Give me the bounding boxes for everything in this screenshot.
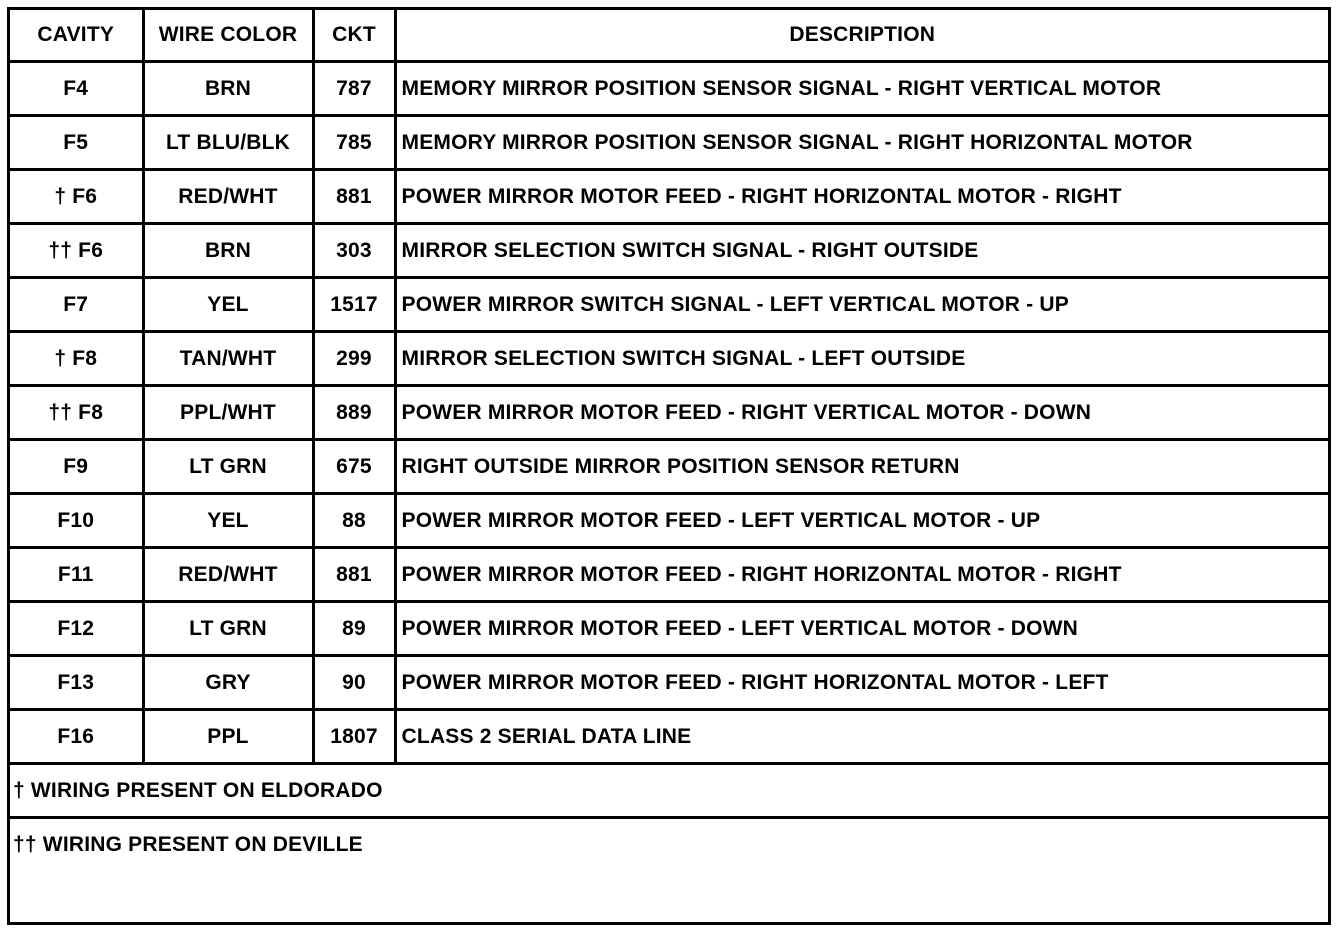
header-ckt: CKT <box>313 10 395 62</box>
header-description: DESCRIPTION <box>395 10 1328 62</box>
cell-wire-color: LT BLU/BLK <box>143 116 313 170</box>
cell-description: MEMORY MIRROR POSITION SENSOR SIGNAL - RIGHT VERTICAL MOTOR <box>395 62 1328 116</box>
cell-description: MIRROR SELECTION SWITCH SIGNAL - LEFT OUTSIDE <box>395 332 1328 386</box>
cell-ckt: 89 <box>313 602 395 656</box>
cell-ckt: 90 <box>313 656 395 710</box>
table-row <box>10 278 1328 332</box>
header-cavity: CAVITY <box>10 10 143 62</box>
cell-ckt: 881 <box>313 170 395 224</box>
table-row <box>10 386 1328 440</box>
cell-description: POWER MIRROR MOTOR FEED - RIGHT VERTICAL MOTOR - DOWN <box>395 386 1328 440</box>
cell-ckt: 1807 <box>313 710 395 764</box>
cell-wire-color: RED/WHT <box>143 170 313 224</box>
cell-wire-color: YEL <box>143 494 313 548</box>
cell-description: POWER MIRROR MOTOR FEED - RIGHT HORIZONTAL MOTOR - RIGHT <box>395 548 1328 602</box>
table-row <box>10 494 1328 548</box>
cell-description: POWER MIRROR MOTOR FEED - LEFT VERTICAL MOTOR - UP <box>395 494 1328 548</box>
cell-ckt: 88 <box>313 494 395 548</box>
cell-wire-color: PPL <box>143 710 313 764</box>
cell-ckt: 303 <box>313 224 395 278</box>
cell-cavity: F4 <box>10 62 143 116</box>
cell-wire-color: GRY <box>143 656 313 710</box>
cell-wire-color: LT GRN <box>143 440 313 494</box>
cell-ckt: 299 <box>313 332 395 386</box>
cell-description: POWER MIRROR MOTOR FEED - LEFT VERTICAL MOTOR - DOWN <box>395 602 1328 656</box>
cell-cavity: F13 <box>10 656 143 710</box>
cell-wire-color: TAN/WHT <box>143 332 313 386</box>
table-row <box>10 602 1328 656</box>
table-row <box>10 62 1328 116</box>
cell-cavity: F12 <box>10 602 143 656</box>
header-wire-color: WIRE COLOR <box>143 10 313 62</box>
cell-ckt: 787 <box>313 62 395 116</box>
cell-wire-color: YEL <box>143 278 313 332</box>
cell-cavity: †† F8 <box>10 386 143 440</box>
cell-cavity: F11 <box>10 548 143 602</box>
table-row <box>10 710 1328 764</box>
table-row <box>10 548 1328 602</box>
cell-cavity: † F6 <box>10 170 143 224</box>
cell-ckt: 785 <box>313 116 395 170</box>
footnote-row <box>10 764 1328 818</box>
cell-wire-color: BRN <box>143 224 313 278</box>
footnote-deville: †† WIRING PRESENT ON DEVILLE <box>10 818 1328 871</box>
cell-description: RIGHT OUTSIDE MIRROR POSITION SENSOR RETURN <box>395 440 1328 494</box>
cell-cavity: F9 <box>10 440 143 494</box>
cell-cavity: F5 <box>10 116 143 170</box>
table-row <box>10 170 1328 224</box>
cell-cavity: †† F6 <box>10 224 143 278</box>
connector-pinout-table <box>10 10 1328 870</box>
cell-wire-color: PPL/WHT <box>143 386 313 440</box>
connector-table-sheet <box>7 7 1331 925</box>
cell-ckt: 881 <box>313 548 395 602</box>
table-row <box>10 656 1328 710</box>
table-row <box>10 332 1328 386</box>
cell-description: POWER MIRROR MOTOR FEED - RIGHT HORIZONTAL MOTOR - RIGHT <box>395 170 1328 224</box>
footnote-row <box>10 818 1328 871</box>
cell-ckt: 675 <box>313 440 395 494</box>
cell-cavity: † F8 <box>10 332 143 386</box>
cell-description: MIRROR SELECTION SWITCH SIGNAL - RIGHT OUTSIDE <box>395 224 1328 278</box>
table-row <box>10 224 1328 278</box>
cell-description: CLASS 2 SERIAL DATA LINE <box>395 710 1328 764</box>
footnote-eldorado: † WIRING PRESENT ON ELDORADO <box>10 764 1328 818</box>
cell-ckt: 889 <box>313 386 395 440</box>
table-row <box>10 440 1328 494</box>
header-row <box>10 10 1328 62</box>
cell-description: MEMORY MIRROR POSITION SENSOR SIGNAL - RIGHT HORIZONTAL MOTOR <box>395 116 1328 170</box>
cell-cavity: F7 <box>10 278 143 332</box>
cell-wire-color: BRN <box>143 62 313 116</box>
cell-cavity: F16 <box>10 710 143 764</box>
cell-description: POWER MIRROR MOTOR FEED - RIGHT HORIZONTAL MOTOR - LEFT <box>395 656 1328 710</box>
cell-description: POWER MIRROR SWITCH SIGNAL - LEFT VERTICAL MOTOR - UP <box>395 278 1328 332</box>
cell-cavity: F10 <box>10 494 143 548</box>
table-row <box>10 116 1328 170</box>
cell-ckt: 1517 <box>313 278 395 332</box>
cell-wire-color: RED/WHT <box>143 548 313 602</box>
cell-wire-color: LT GRN <box>143 602 313 656</box>
